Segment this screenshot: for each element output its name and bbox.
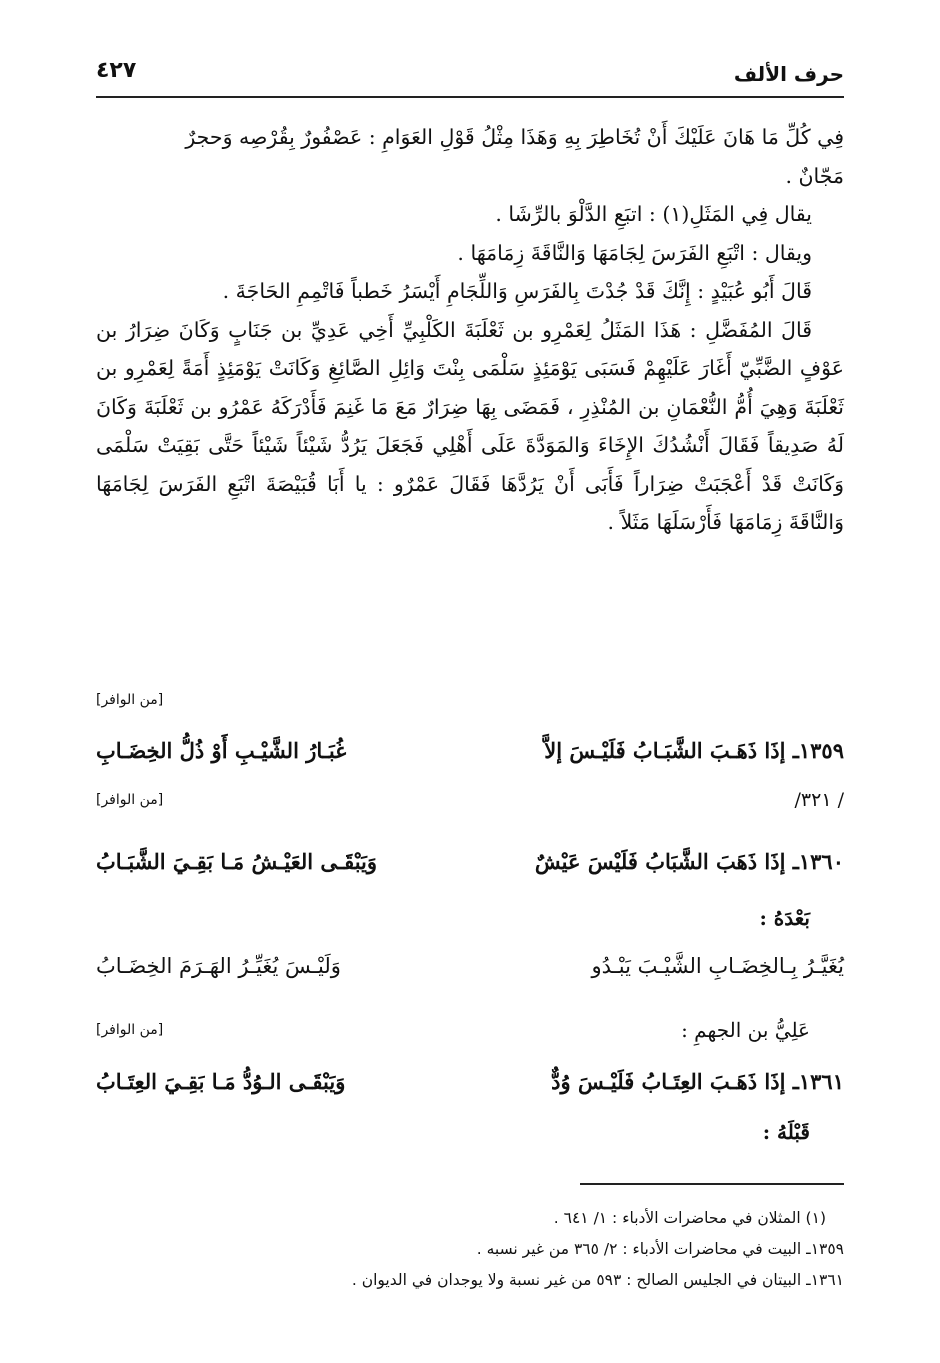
verse-block-1360 xyxy=(96,786,844,986)
footnote-1: (١) المثلان في محاضرات الأدباء : ١/ ٦٤١ . xyxy=(553,1209,826,1227)
meter-label: [من الوافر] xyxy=(96,1022,164,1038)
verse-reference: / ٣٢١/ xyxy=(794,789,844,811)
verse-1361-second-hemistich: وَيَبْقَـى الـوُدُّ مَـا بَقِـيَ العِتَـابُ xyxy=(96,1069,346,1094)
verse-1360-second-hemistich: وَيَبْقَـى العَيْـشُ مَـا بَقِـيَ الشَّبَـابُ xyxy=(96,849,378,874)
verse-1361 xyxy=(96,1062,844,1102)
page-header xyxy=(96,52,844,98)
after-label: بَعْدَهُ : xyxy=(759,906,810,930)
verse-1359-second-hemistich: غُبَـارُ الشَّيْـبِ أَوْ ذُلُّ الخِضَـابِ xyxy=(96,738,347,763)
before-label: قَبْلَهُ : xyxy=(762,1120,810,1144)
verse-1360 xyxy=(96,842,844,882)
footnote-divider xyxy=(580,1183,844,1185)
paragraph-1-line-1: فِي كُلِّ مَا هَانَ عَلَيْكَ أَنْ تُخَاطِرَ بِهِ وَهَذَا مِثْلُ قَوْلِ العَوَامِ : عَصْفُورٌ بِقُرْصِه وَحجرٌ xyxy=(185,125,844,149)
paragraph-1-line-2: مَجّانٌ . xyxy=(785,163,844,188)
verse-after-first-hemistich: يُغَيَّـرُ بِـالخِضَـابِ الشَّيْـبَ يَبْـدُو xyxy=(591,954,844,978)
verse-after-1360 xyxy=(96,946,844,986)
running-head: حرف الألف xyxy=(733,62,844,86)
main-text xyxy=(96,118,844,542)
verse-after-second-hemistich: وَلَيْـسَ يُغَيِّـرُ الهَـرَمَ الخِضَـابُ xyxy=(96,954,341,978)
verse-1360-first-hemistich: ١٣٦٠ـ إذَا ذَهَبَ الشَّبَابُ فَلَيْسَ عَيْشٌ xyxy=(534,849,844,874)
footnote-1359: ١٣٥٩ـ البيت في محاضرات الأدباء : ٢/ ٣٦٥ من غير نسبه . xyxy=(476,1240,844,1258)
poet-name: عَلِيُّ بن الجهمِ : xyxy=(681,1018,810,1042)
meter-label: [من الوافر] xyxy=(96,692,164,708)
verse-1359 xyxy=(96,731,844,771)
footnote-1361: ١٣٦١ـ البيتان في الجليس الصالح : ٥٩٣ من غير نسبة ولا يوجدان في الديوان . xyxy=(351,1271,844,1289)
footnotes xyxy=(96,1203,844,1296)
paragraph-abu-ubayd: قَالَ أَبُو عُبَيْدٍ : إِنَّكَ قَدْ جُدْتَ بِالفَرَسِ وَاللِّجَامِ أَيْسَرُ خَطباً فَاتْمِمِ الحَاجَةَ . xyxy=(222,279,812,303)
verse-1359-first-hemistich: ١٣٥٩ـ إذَا ذَهَـبَ الشَّبَـابُ فَلَيْـسَ إلاَّ xyxy=(544,738,844,763)
paragraph-proverb: يقال فِي المَثَلِ(١) : اتبَعِ الدَّلْوَ بالرِّشَا . xyxy=(495,202,812,226)
paragraph-mufaddal: قَالَ المُفَضَّلِ : هَذَا المَثَلُ لِعَمْرِو بن ثَعْلَبَةَ الكَلْبِيِّ أَخِي عَدِيِّ بن جَنَابٍ وَكَانَ ضِرَارُ بن عَوْفٍ الضَّبِّيّ أَغَارَ عَلَيْهِمْ فَسَبَى يَوْمَئِذٍ سَلْمَى بِنْتَ وَائِلِ الصَّائِغِ وَكَانَتْ يَوْمَئِذٍ أَمَةً لِعَمْرِو بن ثَعْلَبَةَ وَهِيَ أُمُّ النُّعْمَانِ بن المُنْذِرِ ، فَمَضَى بِهَا ضِرَارٌ مَعَ مَا غَنِمَ فَأَدْرَكَهُ عَمْرُو بن ثَعْلَبَةَ وَكَانَ لَهُ صَدِيقاً فَقَالَ أَنْشُدُكَ الإِخَاءَ وَالمَوَدَّةَ عَلَى أَهْلِي فَجَعَلَ يَرُدُّ شَيْئاً شَيْئاً حَتَّى بَقِيَتْ سَلْمَى وَكَانَتْ قَدْ أَعْجَبَتْ ضِرَاراً فَأَبَى أَنْ يَرُدَّهَا فَقَالَ عَمْرٌو : يا أَبَا قُبَيْصَةَ اتْبَعِ الفَرَسَ لِجَامَهَا وَالنَّاقَةَ زِمَامَهَا فَأَرْسَلَهَا مَثَلاً . xyxy=(96,317,844,534)
verse-block-1361 xyxy=(96,1010,844,1152)
verse-block-1359 xyxy=(96,683,844,771)
paragraph-proverb-variant: ويقال : اتْبَعِ الفَرَسَ لِجَامَهَا وَالنَّاقَةَ زِمَامَهَا . xyxy=(457,240,812,265)
verse-1361-first-hemistich: ١٣٦١ـ إذَا ذَهَـبَ العِتَـابُ فَلَيْـسَ وُدٌّ xyxy=(551,1069,844,1094)
page-number: ٤٢٧ xyxy=(96,58,137,83)
meter-label: [من الوافر] xyxy=(96,792,164,808)
